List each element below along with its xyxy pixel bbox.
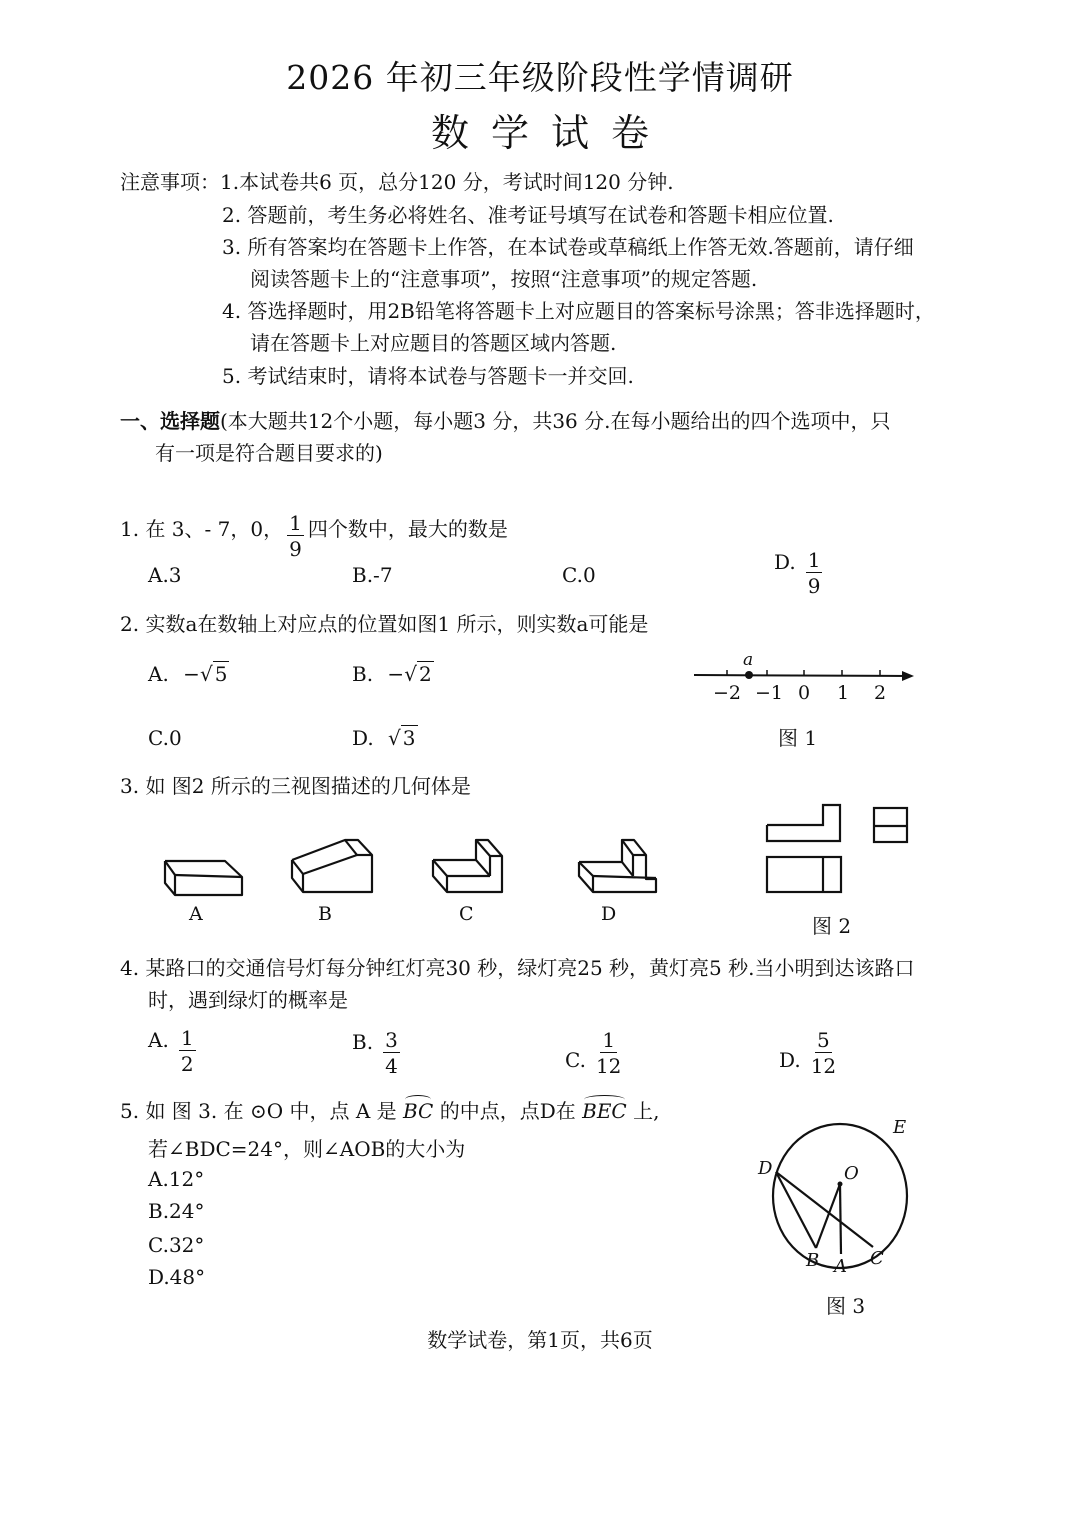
q2-b-sqrt: √ 2 xyxy=(404,662,432,686)
q1-option-d xyxy=(774,550,826,596)
q4-option-b xyxy=(352,1030,404,1076)
fig1-tick-0: 0 xyxy=(798,682,811,704)
question-5-stem xyxy=(120,1095,659,1124)
notice-item-1: 1.本试卷共6 页，总分120 分，考试时间120 分钟. xyxy=(220,170,674,194)
q4-option-c xyxy=(565,1030,625,1076)
q5-stem-part1: 5. 如 图 3. 在 ⊙O 中，点 A 是 xyxy=(120,1099,397,1123)
q4-b-num: 3 xyxy=(385,1028,398,1052)
q4-d-num: 5 xyxy=(817,1028,830,1052)
question-4-stem-line2: 时，遇到绿灯的概率是 xyxy=(148,988,348,1012)
q3-solid-a-icon xyxy=(160,855,250,900)
page-footer: 数学试卷，第1页，共6页 xyxy=(427,1328,653,1352)
q3-solid-c-icon xyxy=(428,835,520,895)
fig1-tick-2: 2 xyxy=(874,682,887,704)
q2-option-b xyxy=(352,662,434,686)
q5-option-a: A.12° xyxy=(148,1167,205,1191)
q4-a-den: 2 xyxy=(180,1052,194,1076)
q2-d-sqrt: √ 3 xyxy=(388,726,416,750)
question-3-stem: 3. 如 图2 所示的三视图描述的几何体是 xyxy=(120,774,471,798)
question-2-stem: 2. 实数a在数轴上对应点的位置如图1 所示，则实数a可能是 xyxy=(120,612,649,636)
q5-arc-bec: BEC xyxy=(582,1099,627,1123)
fig3-label-b: B xyxy=(806,1250,820,1271)
figure-2-three-views xyxy=(760,800,920,900)
q1-option-d-fraction xyxy=(806,550,823,596)
q3-option-a-label: A xyxy=(189,903,203,925)
question-5-stem-line2: 若∠BDC=24°，则∠AOB的大小为 xyxy=(148,1137,466,1161)
q1-frac-num: 1 xyxy=(289,511,302,535)
notice-label: 注意事项： xyxy=(120,170,220,194)
q1-stem-suffix: 四个数中，最大的数是 xyxy=(307,516,508,541)
fig3-label-e: E xyxy=(893,1117,907,1138)
q2-d-label: D. xyxy=(352,726,374,750)
q4-c-label: C. xyxy=(565,1048,586,1072)
fig1-tick-1: 1 xyxy=(837,682,850,704)
q2-a-sign: − xyxy=(183,662,200,686)
q1-frac-den: 9 xyxy=(289,537,302,561)
q4-c-fraction xyxy=(596,1030,621,1076)
q1-fraction xyxy=(287,513,304,559)
fig3-label-d: D xyxy=(758,1158,773,1179)
q2-b-label: B. xyxy=(352,662,374,686)
q1-option-a: A.3 xyxy=(148,563,182,587)
q3-option-b-label: B xyxy=(318,903,332,925)
q2-a-label: A. xyxy=(148,662,169,686)
exam-subtitle: 数学试卷 xyxy=(430,111,671,155)
q5-option-c: C.32° xyxy=(148,1233,205,1257)
notice-item-4: 4. 答选择题时，用2B铅笔将答题卡上对应题目的答案标号涂黑；答非选择题时， xyxy=(222,299,935,323)
q1-option-d-label: D. xyxy=(774,550,796,574)
q4-c-den: 12 xyxy=(595,1054,622,1078)
q4-option-d xyxy=(779,1030,840,1076)
q4-b-label: B. xyxy=(352,1030,374,1054)
notice-item-4-cont: 请在答题卡上对应题目的答题区域内答题. xyxy=(250,331,617,355)
q5-option-d: D.48° xyxy=(148,1265,206,1289)
figure-3-caption: 图 3 xyxy=(826,1294,866,1318)
q1-d-den: 9 xyxy=(807,574,821,598)
fig3-label-c: C xyxy=(870,1248,884,1269)
q2-option-c: C.0 xyxy=(148,726,182,750)
q3-option-d-label: D xyxy=(601,903,617,925)
section-heading-line2: 有一项是符合题目要求的) xyxy=(155,441,383,465)
q4-option-a xyxy=(148,1028,200,1074)
section-heading-bold: 一、选择题 xyxy=(120,409,220,433)
q4-d-den: 12 xyxy=(810,1054,837,1078)
q2-b-sign: − xyxy=(387,662,405,686)
q1-option-b: B.-7 xyxy=(352,563,393,587)
q1-stem-prefix: 1. 在 3、- 7，0， xyxy=(120,516,284,541)
notice-item-2: 2. 答题前，考生务必将姓名、准考证号填写在试卷和答题卡相应位置. xyxy=(222,203,834,227)
notice-item-3: 3. 所有答案均在答题卡上作答，在本试卷或草稿纸上作答无效.答题前，请仔细 xyxy=(222,235,914,259)
q5-stem-part2: 的中点，点D在 xyxy=(439,1099,576,1123)
q4-a-fraction xyxy=(179,1028,196,1074)
q4-d-fraction xyxy=(811,1030,836,1076)
q1-d-num: 1 xyxy=(807,548,821,572)
q2-d-radicand: 3 xyxy=(402,726,416,750)
figure-2-caption: 图 2 xyxy=(812,914,852,938)
q5-arc-bc: BC xyxy=(402,1099,434,1123)
q5-stem-part3: 上, xyxy=(633,1099,660,1123)
section-heading-desc: (本大题共12个小题，每小题3 分，共36 分.在每小题给出的四个选项中，只 xyxy=(220,409,891,433)
q4-a-label: A. xyxy=(148,1028,169,1052)
q2-option-d xyxy=(352,726,418,750)
q4-c-num: 1 xyxy=(602,1028,616,1052)
exam-title: 2026 年初三年级阶段性学情调研 xyxy=(286,58,794,97)
fig3-label-o: O xyxy=(844,1163,859,1184)
q1-option-c: C.0 xyxy=(562,563,596,587)
q3-solid-b-icon xyxy=(290,835,380,895)
fig3-label-a: A xyxy=(834,1256,847,1277)
notice-item-5: 5. 考试结束时，请将本试卷与答题卡一并交回. xyxy=(222,364,634,388)
q2-a-sqrt: √ 5 xyxy=(199,662,228,686)
q2-option-a xyxy=(148,662,229,686)
section-heading xyxy=(120,405,891,434)
q4-b-den: 4 xyxy=(385,1054,398,1078)
q2-a-radicand: 5 xyxy=(214,662,228,686)
fig1-tick-neg1: −1 xyxy=(755,682,784,704)
fig1-point-a-label: a xyxy=(743,650,754,670)
q2-b-radicand: 2 xyxy=(418,662,432,686)
question-4-stem: 4. 某路口的交通信号灯每分钟红灯亮30 秒，绿灯亮25 秒，黄灯亮5 秒.当小明到达该路口 xyxy=(120,956,915,980)
figure-1-caption: 图 1 xyxy=(778,726,818,750)
q4-b-fraction xyxy=(383,1030,400,1076)
q4-d-label: D. xyxy=(779,1048,801,1072)
q3-solid-d-icon xyxy=(574,835,666,895)
q4-a-num: 1 xyxy=(180,1026,194,1050)
fig1-tick-neg2: −2 xyxy=(713,682,742,704)
question-1-stem xyxy=(120,495,508,559)
notice-item-3-cont: 阅读答题卡上的“注意事项”，按照“注意事项”的规定答题. xyxy=(250,267,758,291)
figure-3-circle-diagram xyxy=(740,1100,940,1280)
q5-option-b: B.24° xyxy=(148,1199,205,1223)
q3-option-c-label: C xyxy=(459,903,474,925)
